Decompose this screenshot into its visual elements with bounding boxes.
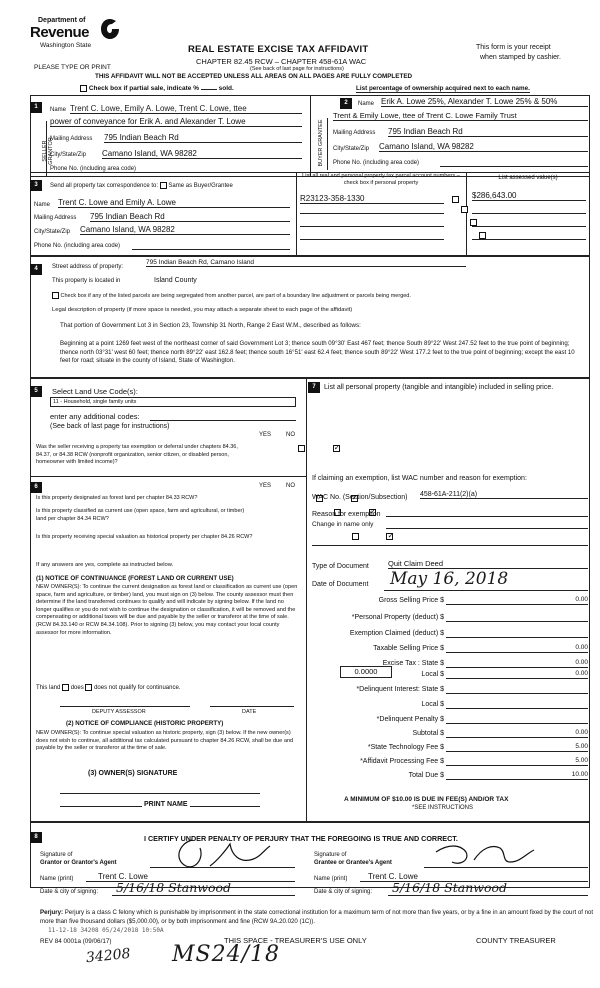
sec5-yes: YES [259, 432, 272, 438]
doc-date-value[interactable]: May 16, 2018 [384, 568, 588, 591]
certify-statement: I CERTIFY UNDER PENALTY OF PERJURY THAT THE FOREGOING IS TRUE AND CORRECT. [144, 834, 458, 843]
parcel-number[interactable]: R23123-358-1330 [300, 194, 444, 204]
reason-line[interactable] [386, 509, 588, 517]
does-label: does [70, 685, 84, 692]
owner-signature-line[interactable] [60, 786, 260, 794]
amount-value-0[interactable]: 0.00 [446, 596, 588, 605]
street-address[interactable]: 795 Indian Beach Rd, Camano Island [146, 259, 466, 267]
section-7-badge: 7 [308, 382, 320, 393]
deputy-assessor-label: DEPUTY ASSESSOR [92, 709, 146, 715]
legal-desc-2[interactable]: Beginning at a point 1269 feet west of the northeast corner of said Government Lot 3; thence south 09°30' East 467 feet; thence South 89°22' West 247.52 feet to the true point of beginning; thence north 03°31' west 60 feet; thence north 89°22' east 162.8 feet; thence south 16°51' east 62.4 feet; thence south 89°22' West 177.2 feet to the true point of beginning; except the east 10 feet for road; situate in the county of Island, State of Washington. [60, 340, 575, 364]
grantor-name-label: Name (print) [40, 876, 74, 882]
seller-mailing-label: Mailing Address [50, 136, 93, 142]
grantor-name[interactable]: Trent C. Lowe [86, 872, 295, 882]
recording-stamp: 11-12-18 34208 05/24/2018 10:50A [48, 927, 164, 934]
amount-label-9: Subtotal $ [412, 730, 444, 737]
seller-city[interactable]: Camano Island, WA 98282 [102, 149, 302, 159]
exemption-no-checkbox[interactable] [333, 445, 340, 452]
partial-sale-row [80, 85, 234, 92]
amount-label-7: Local $ [421, 701, 444, 708]
amount-label-10: *State Technology Fee $ [367, 744, 444, 751]
seller-side-label: SELLER GRANTOR [42, 137, 54, 165]
back-note: (See back of last page for instructions) [250, 66, 344, 72]
land-does-not-checkbox[interactable] [85, 684, 92, 691]
current-use-question: Is this property classified as current use (open space, farm and agricultural, or timber) land per chapter 84.34 RCW? [36, 508, 245, 522]
same-as-buyer-checkbox[interactable] [160, 182, 167, 189]
buyer-city[interactable]: Camano Island, WA 98282 [379, 142, 588, 152]
does-not-label: does not qualify for continuance. [94, 685, 181, 692]
reason-line-2[interactable] [386, 521, 588, 529]
parcel-header: List all real and personal property tax parcel account numbers – check box if personal property [302, 173, 460, 186]
parcel-line-2[interactable] [300, 206, 444, 214]
doc-date-label: Date of Document [312, 581, 369, 588]
doc-type-value[interactable]: Quit Claim Deed [388, 559, 588, 569]
buyer-city-label: City/State/Zip [333, 146, 370, 152]
sec5-no: NO [286, 432, 295, 438]
reason-value[interactable]: Change in name only [312, 521, 374, 528]
street-label: Street address of property: [52, 264, 124, 270]
amount-value-3[interactable]: 0.00 [446, 644, 588, 653]
please-type: PLEASE TYPE OR PRINT [34, 64, 111, 71]
grantee-name[interactable]: Trent C. Lowe [360, 872, 588, 882]
county-treasurer: COUNTY TREASURER [476, 936, 556, 945]
seller-name-label: Name [50, 107, 67, 113]
wa-seal-icon [100, 18, 120, 40]
this-land-label: This land [36, 685, 61, 692]
amount-value-8[interactable] [446, 715, 588, 724]
amount-label-11: *Affidavit Processing Fee $ [360, 758, 444, 765]
amount-label-2: Exemption Claimed (deduct) $ [349, 630, 444, 637]
buyer-name-2[interactable]: Trent & Emily Lowe, ttee of Trent C. Lowe Family Trust [333, 111, 588, 121]
amount-value-4[interactable]: 0.00 [446, 659, 588, 668]
seller-name-1[interactable]: Trent C. Lowe, Emily A. Lowe, Trent C. Lowe, ttee [70, 104, 302, 114]
seller-name-2[interactable]: power of conveyance for Erik A. and Alexander T. Lowe [50, 117, 302, 127]
corr-mailing-label: Mailing Address [34, 215, 77, 221]
exemption-yes-checkbox[interactable] [298, 445, 305, 452]
notice-continuance-title: (1) NOTICE OF CONTINUANCE (FOREST LAND OR CURRENT USE) [36, 575, 234, 582]
receipt-note-1: This form is your receipt [476, 44, 551, 51]
grantee-date-label: Date & city of signing: [314, 889, 373, 895]
section-8-badge: 8 [30, 832, 42, 843]
send-correspondence-label [50, 182, 233, 189]
segregated-row [52, 292, 411, 299]
deputy-date-label: DATE [242, 709, 257, 715]
buyer-name-label: Name [358, 101, 375, 107]
assessed-header: List assessed value(s) [498, 175, 558, 181]
buyer-mailing[interactable]: 795 Indian Beach Rd [388, 127, 588, 137]
treasurer-use-only: THIS SPACE - TREASURER'S USE ONLY [224, 936, 367, 945]
section-4-badge: 4 [30, 264, 42, 275]
amount-label-3: Taxable Selling Price $ [373, 645, 444, 652]
amount-value-10[interactable]: 5.00 [446, 743, 588, 752]
rev-number: REV 84 0001a (09/06/17) [40, 938, 112, 945]
receipt-note-2: when stamped by cashier. [480, 54, 561, 61]
assessed-line-2[interactable] [472, 206, 586, 214]
amount-value-12[interactable]: 10.00 [446, 771, 588, 780]
parcel-line-3[interactable] [300, 219, 444, 227]
see-back-5: (See back of last page for instructions) [50, 423, 170, 430]
grantee-date[interactable]: 5/16/18 Stanwood [388, 881, 588, 896]
dor-logo [30, 16, 122, 56]
owner-signature-label: (3) OWNER(S) SIGNATURE [88, 770, 178, 777]
reason-label: Reason for exemption [312, 511, 381, 518]
logo-revenue: Revenue [30, 24, 90, 41]
amount-value-9[interactable]: 0.00 [446, 729, 588, 738]
legal-desc-1[interactable]: That portion of Government Lot 3 in Section 23, Township 31 North, Range 2 East W.M., described as follows: [60, 322, 361, 329]
amount-value-5[interactable]: 0.00 [446, 670, 588, 679]
corr-phone-label: Phone No. (including area code) [34, 243, 121, 249]
send-correspondence-text: Send all property tax correspondence to: [50, 183, 159, 190]
amount-label-1: *Personal Property (deduct) $ [351, 614, 444, 621]
land-does-checkbox[interactable] [62, 684, 69, 691]
handwritten-number: 34208 [85, 945, 132, 967]
amount-label-4: Excise Tax : State $ [382, 660, 444, 667]
grantee-name-label: Name (print) [314, 876, 348, 882]
section-2-badge: 2 [340, 98, 352, 109]
grantor-signature-icon [170, 836, 280, 870]
county-value[interactable]: Island County [154, 277, 197, 284]
grantor-sig-label-2: Grantor or Grantor's Agent [40, 860, 117, 866]
form-title: REAL ESTATE EXCISE TAX AFFIDAVIT [188, 44, 369, 55]
grantee-sig-label-2: Grantee or Grantee's Agent [314, 860, 392, 866]
amount-label-5: Local $ [421, 671, 444, 678]
seller-city-label: City/State/Zip [50, 152, 87, 158]
seller-mailing[interactable]: 795 Indian Beach Rd [104, 133, 302, 143]
doc-type-label: Type of Document [312, 563, 369, 570]
sec6-no: NO [286, 483, 295, 489]
land-use-select[interactable]: 11 - Household, single family units [50, 397, 296, 407]
section-5-badge: 5 [30, 386, 42, 397]
notice-compliance-text: NEW OWNER(S): To continue special valuation as historic property, sign (3) below. If the new owner(s) does not wish to continue, all additional tax calculated pursuant to chapter 84.26 RCW, shall be due and payable by the seller or transferor at the time of sale. [36, 730, 294, 752]
corr-mailing[interactable]: 795 Indian Beach Rd [90, 212, 290, 222]
amount-value-6[interactable] [446, 685, 588, 694]
historic-question: Is this property receiving special valuation as historical property per chapter 84.26 RCW? [36, 534, 253, 540]
perjury-label: Perjury: [40, 909, 64, 916]
wac-label: WAC No. (Section/Subsection) [312, 494, 408, 501]
form-chapter: CHAPTER 82.45 RCW – CHAPTER 458-61A WAC [196, 57, 367, 66]
amount-label-8: *Delinquent Penalty $ [376, 716, 444, 723]
parcel-personal-checkbox-2[interactable] [461, 206, 468, 213]
sec6-yes: YES [259, 483, 272, 489]
buyer-name-1[interactable]: Erik A. Lowe 25%, Alexander T. Lowe 25% & 50% [381, 97, 588, 107]
segregated-label: Check box if any of the listed parcels are being segregated from another parcel, are part of a boundary line adjustment or parcels being merged. [60, 292, 411, 299]
section-3-badge: 3 [30, 180, 42, 191]
corr-name[interactable]: Trent C. Lowe and Emily A. Lowe [58, 198, 290, 208]
land-use-label: Select Land Use Code(s): [52, 387, 138, 396]
local-rate-box[interactable]: 0.0000 [340, 666, 392, 678]
corr-name-label: Name [34, 202, 51, 208]
amount-value-2[interactable] [446, 629, 588, 638]
forest-land-question: Is this property designated as forest land per chapter 84.33 RCW? [36, 495, 198, 501]
corr-city-label: City/State/Zip [34, 229, 71, 235]
continuance-row [36, 684, 180, 691]
notice-compliance-title: (2) NOTICE OF COMPLIANCE (HISTORIC PROPERTY) [66, 720, 224, 727]
section-1-badge: 1 [30, 102, 42, 113]
perjury-text: Perjury is a class C felony which is punishable by imprisonment in the state correctional institution for a maximum term of not more than five years, or by a fine in an amount fixed by the court of not more than five thousand dollars ($5,000.00), or by both imprisonment and fine (RCW 9A.20.020 (1C)). [40, 909, 594, 925]
parcel-line-4[interactable] [300, 232, 444, 240]
partial-sale-pct[interactable] [201, 89, 217, 90]
partial-sale-label: Check box if partial sale, indicate % [88, 85, 199, 93]
assessed-line-3[interactable] [472, 219, 586, 227]
corr-phone[interactable] [132, 241, 290, 250]
grantee-sig-label-1: Signature of [314, 852, 347, 858]
handwritten-initials: MS24/18 [172, 942, 280, 967]
ownership-note: List percentage of ownership acquired next to each name. [356, 85, 530, 92]
legal-label: Legal description of property (if more space is needed, you may attach a separate sheet to each page of the affidavit) [52, 307, 353, 313]
same-as-buyer-label: Same as Buyer/Grantee [168, 183, 233, 190]
exemption-claim-label: If claiming an exemption, list WAC number and reason for exemption: [312, 475, 527, 482]
see-instructions-note: *SEE INSTRUCTIONS [412, 805, 474, 811]
perjury-notice [40, 908, 596, 926]
sold-label: sold. [218, 85, 234, 93]
corr-city[interactable]: Camano Island, WA 98282 [80, 225, 290, 235]
grantor-date-label: Date & city of signing: [40, 889, 99, 895]
wac-value[interactable]: 458-61A-211(2)(a) [420, 491, 588, 499]
notice-continuance-text: NEW OWNER(S): To continue the current designation as forest land or classification as current use (open space, farm and agriculture, or timber) land, you must sign on (3) below. The county assessor must then determine if the land transferred continues to qualify and will indicate by signing below. If the land no longer qualifies or you do not wish to continue the designation or classification, it will be removed and the compensating or additional taxes will be due and payable by the seller or transferor at the time of sale. (RCW 84.33.140 or RCW 84.34.108). Prior to signing (3) below, you may contact your local county assessor for more information. [36, 584, 298, 636]
partial-sale-checkbox[interactable] [80, 85, 87, 92]
additional-codes-input[interactable] [150, 412, 296, 421]
personal-property-label: List all personal property (tangible and intangible) included in selling price. [324, 384, 554, 391]
amount-value-11[interactable]: 5.00 [446, 757, 588, 766]
parcel-personal-checkbox-1[interactable] [452, 196, 459, 203]
county-label: This property is located in [52, 278, 121, 284]
amount-value-7[interactable] [446, 700, 588, 709]
grantor-date[interactable]: 5/16/18 Stanwood [112, 881, 295, 896]
reason-line-3[interactable] [312, 538, 588, 546]
assessed-value[interactable]: $286,643.00 [472, 191, 586, 201]
buyer-mailing-label: Mailing Address [333, 130, 376, 136]
print-name-label: PRINT NAME [144, 801, 188, 808]
seller-phone-label: Phone No. (including area code) [50, 166, 137, 172]
segregated-checkbox[interactable] [52, 292, 59, 299]
if-yes-note: If any answers are yes, complete as instructed below. [36, 562, 174, 568]
warning-text: THIS AFFIDAVIT WILL NOT BE ACCEPTED UNLESS ALL AREAS ON ALL PAGES ARE FULLY COMPLETED [95, 73, 413, 80]
logo-dept-of: Department of [38, 17, 86, 24]
section-6-badge: 6 [30, 482, 42, 493]
amount-label-6: *Delinquent Interest: State $ [356, 686, 444, 693]
logo-state: Washington State [40, 42, 92, 49]
minimum-due-note: A MINIMUM OF $10.00 IS DUE IN FEE(S) AND/OR TAX [344, 796, 509, 803]
amount-value-1[interactable] [446, 613, 588, 622]
amount-label-12: Total Due $ [408, 772, 444, 779]
buyer-phone-label: Phone No. (including area code) [333, 160, 420, 166]
buyer-side-label: BUYER GRANTEE [318, 119, 324, 167]
buyer-phone[interactable] [440, 158, 588, 167]
additional-codes-label: enter any additional codes: [50, 412, 140, 421]
assessed-line-4[interactable] [472, 232, 586, 240]
amount-label-0: Gross Selling Price $ [378, 597, 444, 604]
exemption-question: Was the seller receiving a property tax exemption or deferral under chapters 84.36, 84.37, or 84.38 RCW (nonprofit organization, senior citizen, or disabled person, homeowner with limited income)? [36, 444, 238, 465]
grantor-sig-label-1: Signature of [40, 852, 73, 858]
grantee-signature-icon [430, 838, 540, 870]
